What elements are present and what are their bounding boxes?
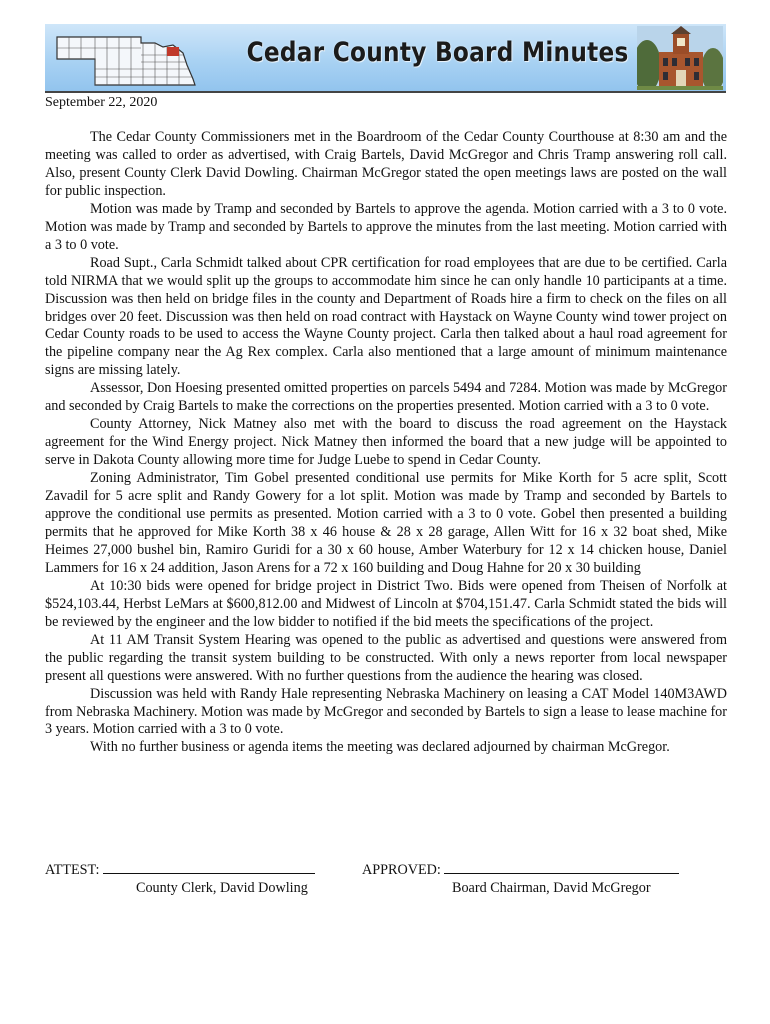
attest-label: ATTEST: [45, 862, 100, 878]
header-banner [45, 24, 726, 93]
attest-signature-line [45, 861, 315, 879]
approved-signature-blank [444, 861, 679, 874]
minutes-paragraph: Road Supt., Carla Schmidt talked about CPR certification for road employees that are due to be certified. Carla told NIRMA that we would split up the groups to accommodate him since he can only handle 10 participants at a time. Discussion was then held on bridge files in the county and Department of Roads hire a firm to check on the files on all bridges over 20 feet. Discussion was then held on road contract with Haystack on Wayne County wind tower project on Cedar County roads to be used to access the Wayne County project. Carla then talked about a haul road agreement for the pipeline company near the Ag Rex complex. Carla also mentioned that a large amount of minimum maintenance signs are missing lately. [45, 254, 727, 379]
nebraska-county-map-icon [55, 35, 197, 87]
minutes-body [45, 129, 727, 757]
minutes-paragraph: With no further business or agenda items the meeting was declared adjourned by chairman McGregor. [90, 739, 670, 756]
courthouse-photo-icon [637, 26, 723, 90]
minutes-paragraph: Discussion was held with Randy Hale representing Nebraska Machinery on leasing a CAT Model 140M3AWD from Nebraska Machinery. Motion was made by McGregor and seconded by Bartels to sign a lease to lease machine for 3 years. Motion carried with a 3 to 0 vote. [45, 685, 727, 738]
meeting-date: September 22, 2020 [45, 95, 158, 110]
minutes-paragraph: At 11 AM Transit System Hearing was opened to the public as advertised and questions were answered from the public regarding the transit system building to be constructed. With only a news reporter from local newspaper present all questions were answered. With no further questions from the audience the hearing was closed. [45, 631, 727, 684]
minutes-paragraph: At 10:30 bids were opened for bridge project in District Two. Bids were opened from Theisen of Norfolk at $524,103.44, Herbst LeMars at $600,812.00 and Midwest of Lincoln at $704,151.47. Carla Schmidt stated the bids will be reviewed by the engineer and the low bidder to notified if the bid meets the specifications of the project. [45, 577, 727, 630]
approved-name: Board Chairman, David McGregor [452, 880, 651, 896]
minutes-paragraph: Zoning Administrator, Tim Gobel presented conditional use permits for Mike Korth for 5 acre split, Scott Zavadil for 5 acre split and Randy Gowery for a lot split. Motion was made by Tramp and seconded by Bartels to approve the conditional use permits as presented. Motion carried with a 3 to 0 vote. Gobel then presented a building permits that he approved for Mike Korth 38 x 46 house & 28 x 28 garage, Allen Witt for 16 x 32 boat shed, Mike Heimes 27,000 bushel bin, Ramiro Guridi for a 30 x 60 house, Amber Waterbury for 12 x 14 chicken house, Daniel Lammers for 16 x 24 addition, Jason Arens for a 72 x 160 building and Doug Hahne for 20 x 30 building [45, 470, 727, 576]
minutes-paragraph: The Cedar County Commissioners met in the Boardroom of the Cedar County Courthouse at 8:30 am and the meeting was called to order as advertised, with Craig Bartels, David McGregor and Chris Tramp answering roll call. Also, present County Clerk David Dowling. Chairman McGregor stated the open meetings laws are posted on the wall for public inspection. [45, 129, 727, 199]
minutes-paragraph: Motion was made by Tramp and seconded by Bartels to approve the agenda. Motion carried with a 3 to 0 vote. Motion was made by Tramp and seconded by Bartels to approve the minutes from the last meeting. Motion carried with a 3 to 0 vote. [45, 200, 727, 253]
page-title: Cedar County Board Minutes [246, 37, 629, 68]
approved-signature-line [362, 861, 679, 879]
minutes-paragraph: Assessor, Don Hoesing presented omitted properties on parcels 5494 and 7284. Motion was made by McGregor and seconded by Craig Bartels to make the corrections on the properties presented. Motion carried with a 3 to 0 vote. [45, 380, 727, 415]
attest-signature-blank [103, 861, 315, 874]
approved-label: APPROVED: [362, 862, 441, 878]
minutes-paragraph: County Attorney, Nick Matney also met with the board to discuss the road agreement on the Haystack agreement for the Wind Energy project. Nick Matney then informed the board that a new judge will be appointed to serve in Dakota County allowing more time for Judge Luebe to spend in Cedar County. [45, 416, 727, 469]
attest-name: County Clerk, David Dowling [136, 880, 308, 896]
